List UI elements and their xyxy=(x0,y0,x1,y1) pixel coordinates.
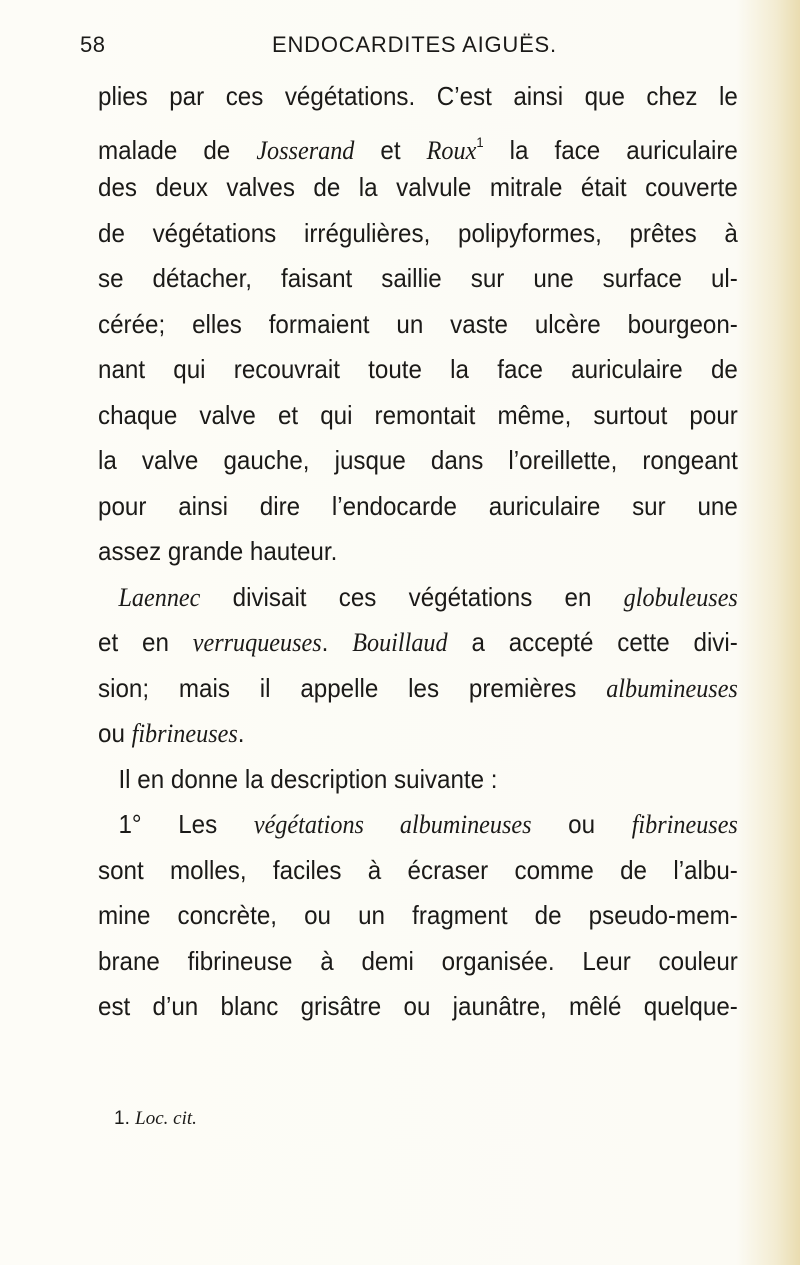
term: verruqueuses xyxy=(192,628,322,657)
author-name: Bouillaud xyxy=(352,628,448,657)
text-line: malade de Josserand et Roux$^1$ la face auriculaire xyxy=(98,133,738,165)
text-line: sion; mais il appelle les premières albumineuses xyxy=(98,672,738,703)
text-line: se détacher, faisant saillie sur une surface ul- xyxy=(98,263,738,293)
footnote-number: 1. xyxy=(114,1108,130,1129)
text-line: brane fibrineuse à demi organisée. Leur couleur xyxy=(98,945,738,976)
author-name: Laennec xyxy=(118,582,201,612)
text-line: cérée; elles formaient un vaste ulcère bourgeon- xyxy=(98,308,738,339)
author-name: Roux xyxy=(426,135,477,165)
running-header xyxy=(80,32,780,72)
text-line: 1° Les végétations albumineuses ou fibrineuses xyxy=(118,809,738,839)
text-line: Il en donne la description suivante : xyxy=(118,763,498,794)
text-line: sont molles, faciles à écraser comme de l’albu- xyxy=(98,854,738,885)
text-line: mine concrète, ou un fragment de pseudo-mem- xyxy=(98,900,738,930)
text-line: nant qui recouvrait toute la face auriculaire de xyxy=(98,354,738,384)
body-text xyxy=(98,74,738,1030)
term: végétations albumineuses xyxy=(253,810,532,839)
author-name: Josserand xyxy=(256,135,355,165)
text-line: Laennec divisait ces végétations en globuleuses xyxy=(118,581,738,612)
text-line: des deux valves de la valvule mitrale était couverte xyxy=(98,172,738,202)
text-line: est d’un blanc grisâtre ou jaunâtre, mêlé quelque- xyxy=(98,991,738,1021)
footnote-marker: 1 xyxy=(476,133,484,150)
term: fibrineuses xyxy=(631,810,738,839)
text-line: plies par ces végétations. C’est ainsi que chez le xyxy=(98,81,738,111)
text-line: et en verruqueuses. Bouillaud a accepté cette divi- xyxy=(98,627,738,657)
text-line: la valve gauche, jusque dans l’oreillette, rongeant xyxy=(98,445,738,475)
text-line: pour ainsi dire l’endocarde auriculaire sur une xyxy=(98,490,738,521)
footnote xyxy=(114,1108,197,1130)
text-line: de végétations irrégulières, polipyformes, prêtes à xyxy=(98,217,738,248)
term: globuleuses xyxy=(623,582,738,612)
running-title: ENDOCARDITES AIGUËS. xyxy=(272,32,557,57)
text-line: assez grande hauteur. xyxy=(98,536,338,566)
text-line: chaque valve et qui remontait même, surtout pour xyxy=(98,399,738,430)
term: fibrineuses xyxy=(131,719,238,748)
footnote-text: Loc. cit. xyxy=(135,1108,197,1129)
term: albumineuses xyxy=(606,673,738,703)
text-line: ou fibrineuses. xyxy=(98,718,245,748)
page-number: 58 xyxy=(80,32,106,57)
